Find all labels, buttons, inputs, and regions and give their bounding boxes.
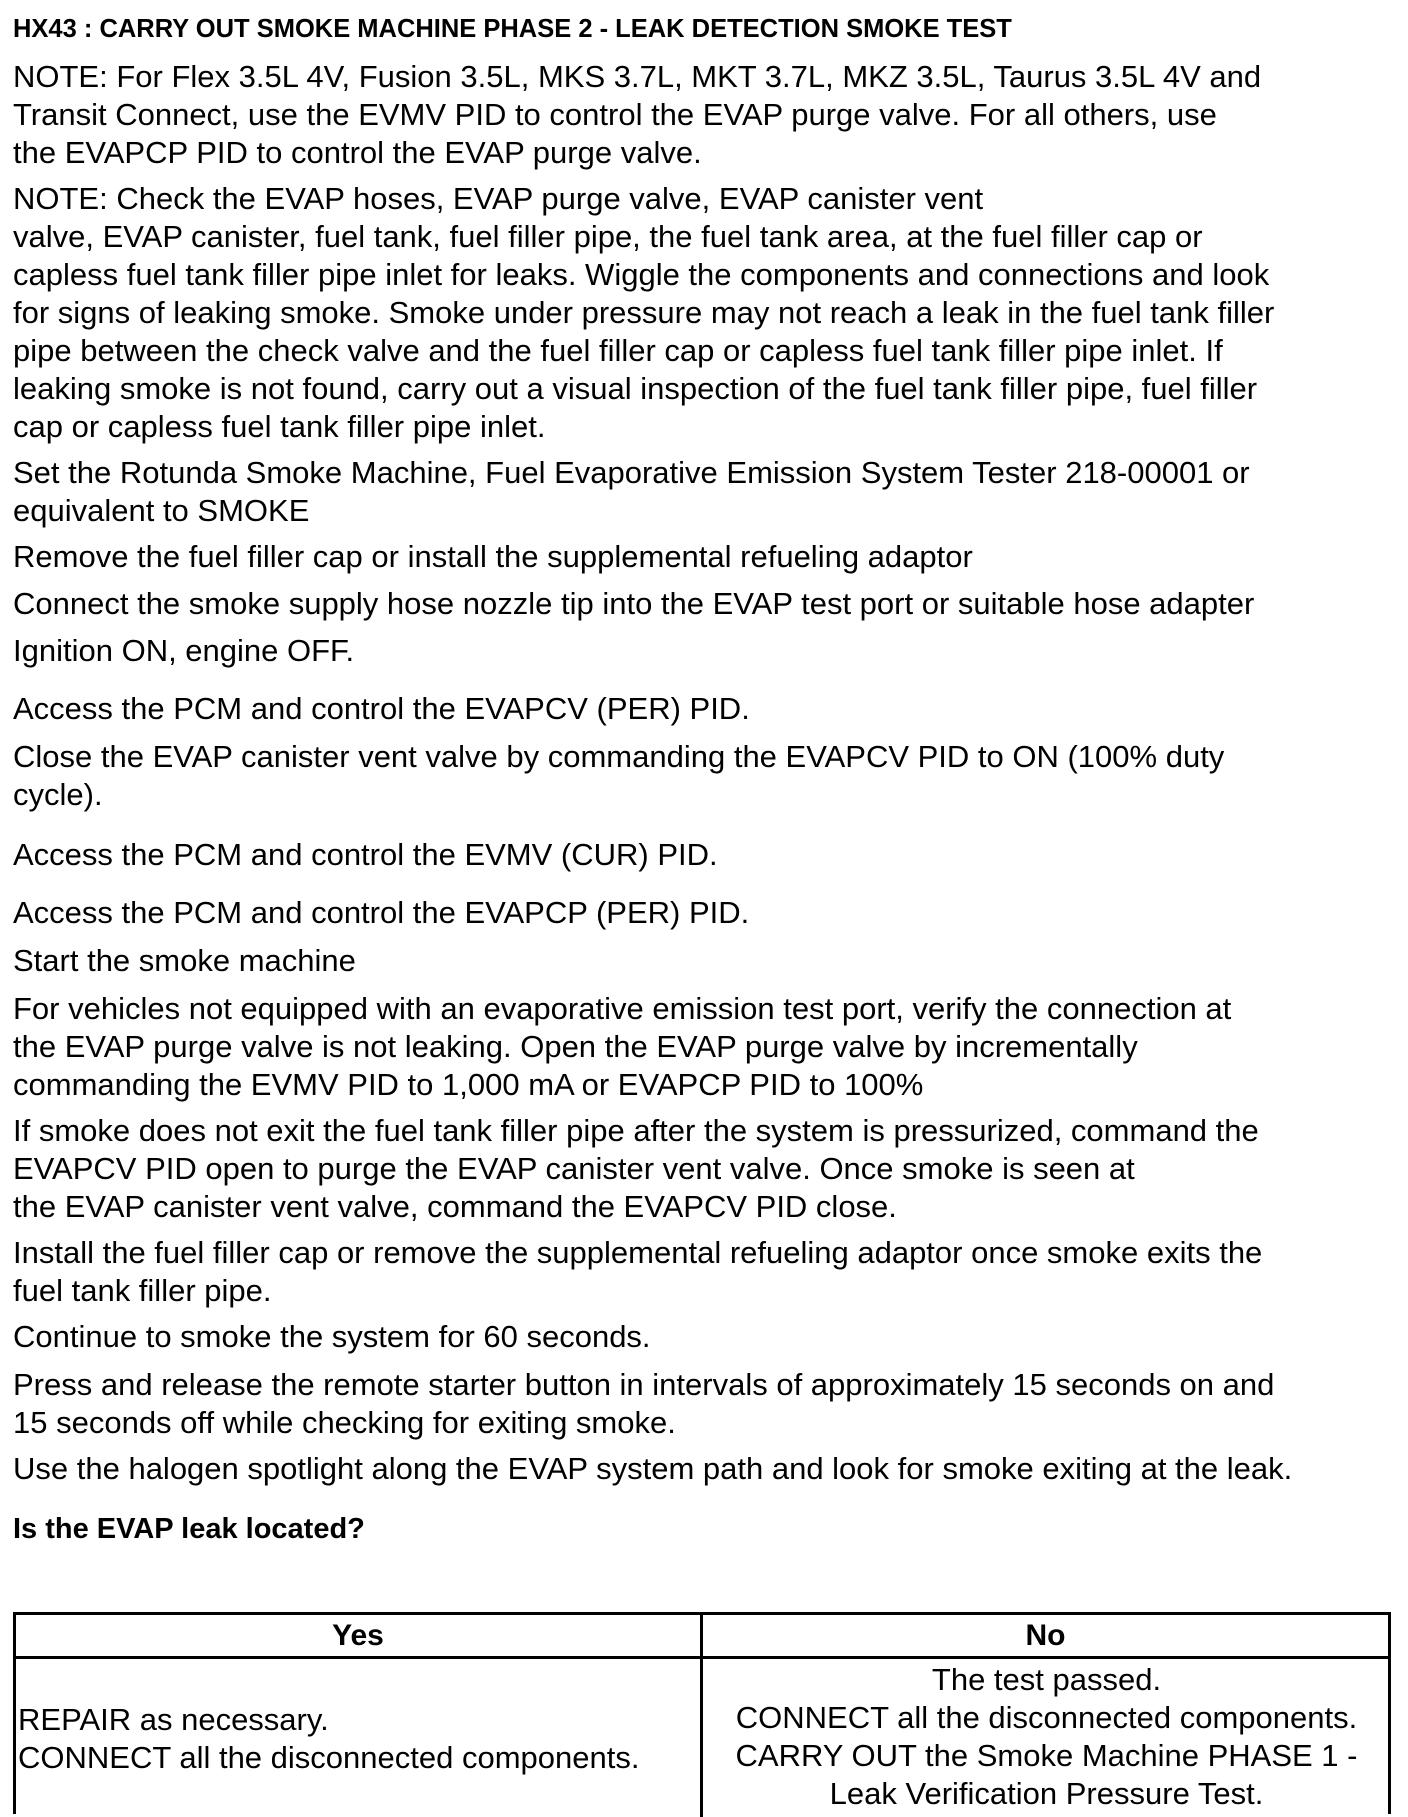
- step-purge-vent-valve: If smoke does not exit the fuel tank filler pipe after the system is pressurized, command the EVAPCV PID open to purge the EVAP canister vent valve. Once smoke is seen at the EVAP canister vent valve, command the EVAPCV PID close.: [13, 1113, 1259, 1224]
- step-remove-filler-cap: Remove the fuel filler cap or install the supplemental refueling adaptor: [13, 539, 973, 574]
- step-remote-starter: Press and release the remote starter button in intervals of approximately 15 seconds on and 15 seconds off while checking for exiting smoke.: [13, 1367, 1275, 1440]
- no-result-cell: The test passed. CONNECT all the disconnected components. CARRY OUT the Smoke Machine PHASE 1 - Leak Verification Pressure Test.: [735, 1662, 1358, 1811]
- step-halogen-spotlight: Use the halogen spotlight along the EVAP system path and look for smoke exiting at the leak.: [13, 1451, 1293, 1486]
- step-close-vent-valve: Close the EVAP canister vent valve by commanding the EVAPCV PID to ON (100% duty cycle).: [13, 739, 1225, 812]
- step-access-evapcp: Access the PCM and control the EVAPCP (PER) PID.: [13, 895, 750, 930]
- decision-question: Is the EVAP leak located?: [13, 1513, 365, 1545]
- step-access-evmv: Access the PCM and control the EVMV (CUR) PID.: [13, 837, 718, 872]
- yes-result-cell: REPAIR as necessary. CONNECT all the disconnected components.: [18, 1702, 640, 1775]
- result-table: [13, 1612, 1391, 1814]
- step-open-purge-valve: For vehicles not equipped with an evaporative emission test port, verify the connection at the EVAP purge valve is not leaking. Open the EVAP purge valve by incrementally commanding the EVMV PID to 1,000 mA or EVAPCP PID to 100%: [13, 991, 1232, 1102]
- note-model-specific: NOTE: For Flex 3.5L 4V, Fusion 3.5L, MKS 3.7L, MKT 3.7L, MKZ 3.5L, Taurus 3.5L 4V and Transit Connect, use the EVMV PID to control the EVAP purge valve. For all others, use the EVAPCP PID to control the EVAP purge valve.: [13, 59, 1262, 170]
- step-install-filler-cap: Install the fuel filler cap or remove the supplemental refueling adaptor once smoke exits the fuel tank filler pipe.: [13, 1235, 1263, 1308]
- step-set-smoke-machine: Set the Rotunda Smoke Machine, Fuel Evaporative Emission System Tester 218-00001 or equivalent to SMOKE: [13, 455, 1250, 528]
- note-check-components: NOTE: Check the EVAP hoses, EVAP purge valve, EVAP canister vent valve, EVAP canister, fuel tank, fuel filler pipe, the fuel tank area, at the fuel filler cap or capless fuel tank filler pipe inlet for leaks. Wiggle the components and connections and look for signs of leaking smoke. Smoke under pressure may not reach a leak in the fuel tank filler pipe between the check valve and the fuel filler cap or capless fuel tank filler pipe inlet. If leaking smoke is not found, carry out a visual inspection of the fuel tank filler pipe, fuel filler cap or capless fuel tank filler pipe inlet.: [13, 181, 1275, 444]
- step-start-smoke-machine: Start the smoke machine: [13, 943, 356, 978]
- header-divider: [16, 1656, 1388, 1659]
- step-access-evapcv: Access the PCM and control the EVAPCV (PER) PID.: [13, 691, 750, 726]
- page-title: HX43 : CARRY OUT SMOKE MACHINE PHASE 2 - LEAK DETECTION SMOKE TEST: [13, 15, 1012, 43]
- step-ignition-on: Ignition ON, engine OFF.: [13, 633, 355, 668]
- step-smoke-60-seconds: Continue to smoke the system for 60 seconds.: [13, 1319, 651, 1354]
- step-connect-hose: Connect the smoke supply hose nozzle tip into the EVAP test port or suitable hose adapter: [13, 586, 1255, 621]
- header-no: No: [1025, 1619, 1066, 1652]
- header-yes: Yes: [332, 1619, 384, 1652]
